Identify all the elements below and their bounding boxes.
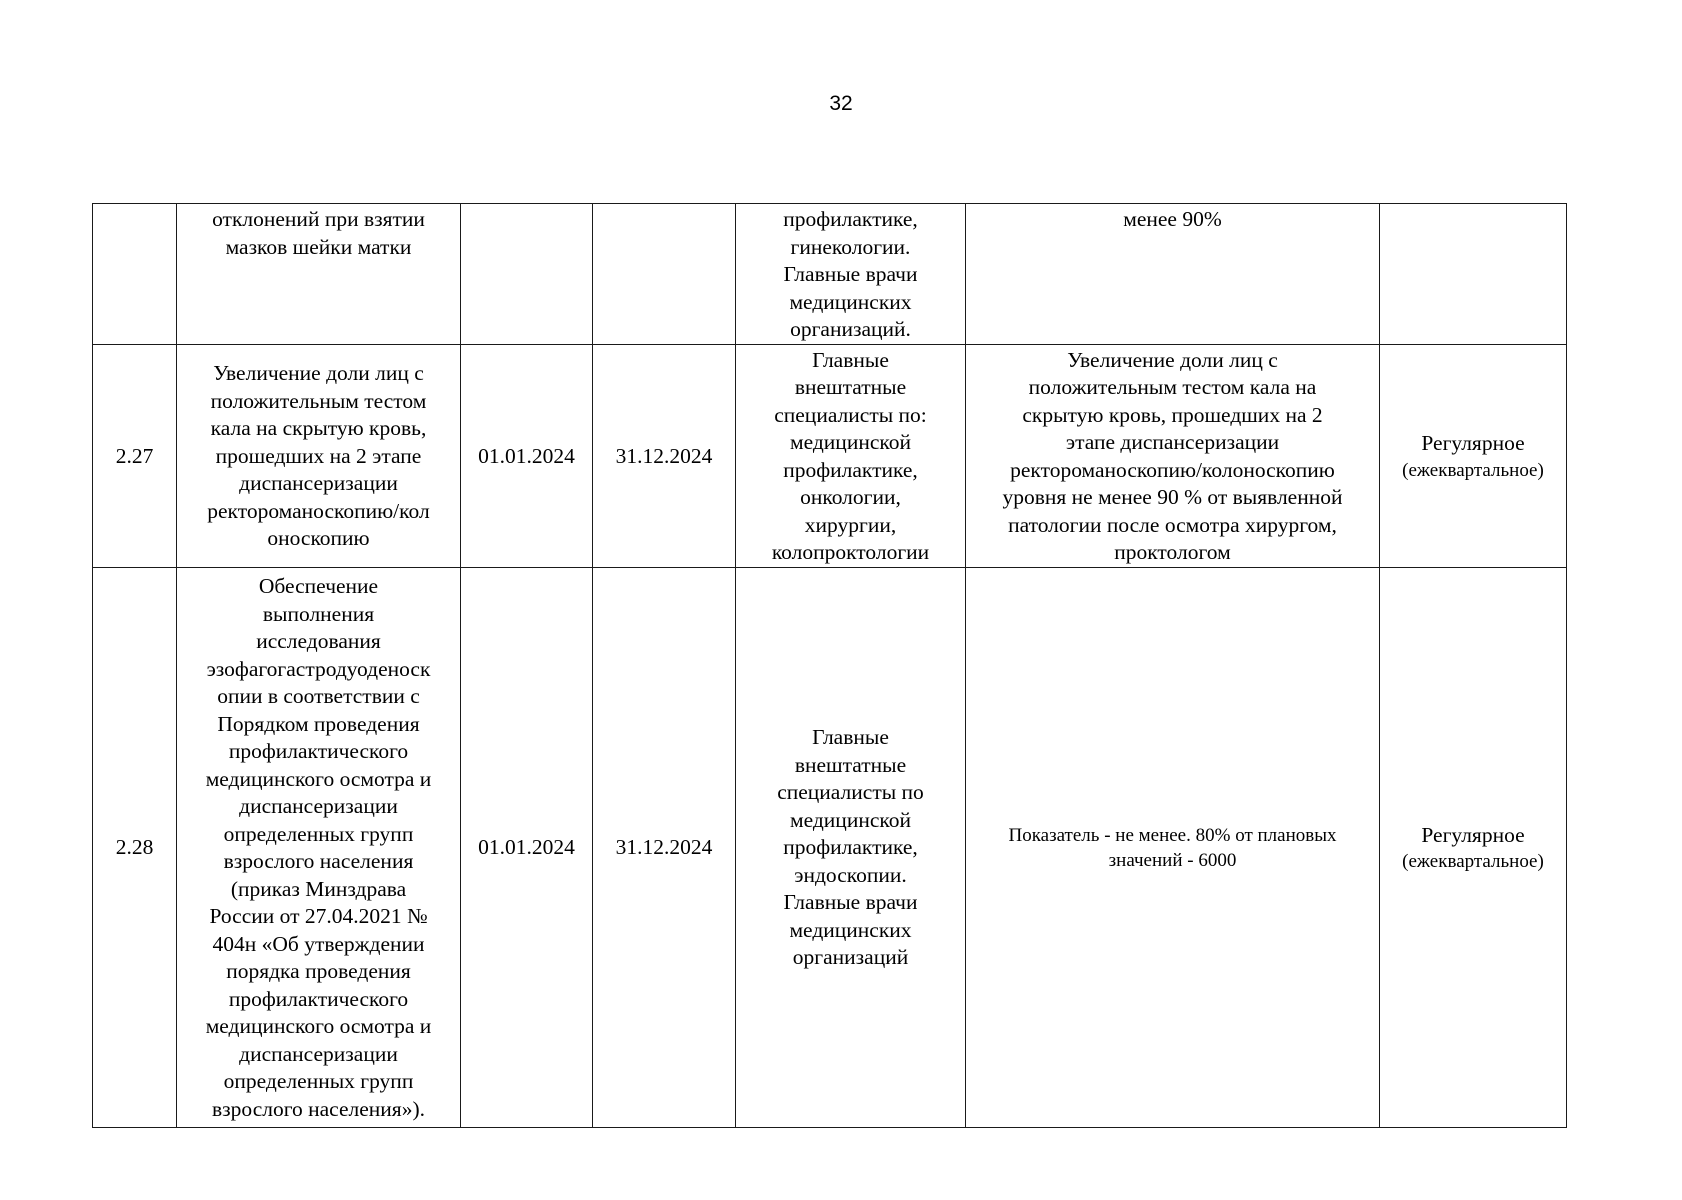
cell-frequency: Регулярное (ежеквартальное) bbox=[1380, 567, 1567, 1127]
table-row bbox=[93, 567, 1567, 1127]
table-row bbox=[93, 204, 1567, 345]
cell-frequency bbox=[1380, 204, 1567, 345]
cell-end-date: 31.12.2024 bbox=[593, 567, 736, 1127]
cell-number bbox=[93, 204, 177, 345]
cell-number: 2.27 bbox=[93, 344, 177, 567]
cell-indicator: менее 90% bbox=[966, 204, 1380, 345]
cell-frequency: Регулярное (ежеквартальное) bbox=[1380, 344, 1567, 567]
cell-end-date: 31.12.2024 bbox=[593, 344, 736, 567]
cell-start-date bbox=[461, 204, 593, 345]
measures-table bbox=[92, 203, 1567, 1128]
cell-start-date: 01.01.2024 bbox=[461, 344, 593, 567]
cell-activity: отклонений при взятии мазков шейки матки bbox=[177, 204, 461, 345]
cell-indicator: Увеличение доли лиц с положительным тестом кала на скрытую кровь, прошедших на 2 этапе диспансеризации ректороманоскопию/колоноскопию уровня не менее 90 % от выявленной патологии после осмотра хирургом, проктологом bbox=[966, 344, 1380, 567]
cell-responsible: Главные внештатные специалисты по: медицинской профилактике, онкологии, хирургии, колопроктологии bbox=[736, 344, 966, 567]
cell-responsible: профилактике, гинекологии. Главные врачи медицинских организаций. bbox=[736, 204, 966, 345]
cell-activity: Обеспечение выполнения исследования эзофагогастродуоденоск опии в соответствии с Порядком проведения профилактического медицинского осмотра и диспансеризации определенных групп взрослого населения (приказ Минздрава России от 27.04.2021 № 404н «Об утверждении порядка проведения профилактического медицинского осмотра и диспансеризации определенных групп взрослого населения»). bbox=[177, 567, 461, 1127]
cell-responsible: Главные внештатные специалисты по медицинской профилактике, эндоскопии. Главные врачи медицинских организаций bbox=[736, 567, 966, 1127]
cell-end-date bbox=[593, 204, 736, 345]
cell-start-date: 01.01.2024 bbox=[461, 567, 593, 1127]
table-row bbox=[93, 344, 1567, 567]
cell-activity: Увеличение доли лиц с положительным тестом кала на скрытую кровь, прошедших на 2 этапе диспансеризации ректороманоскопию/кол оноскопию bbox=[177, 344, 461, 567]
page-number: 32 bbox=[829, 92, 853, 115]
cell-indicator: Показатель - не менее. 80% от плановых значений - 6000 bbox=[966, 567, 1380, 1127]
cell-number: 2.28 bbox=[93, 567, 177, 1127]
